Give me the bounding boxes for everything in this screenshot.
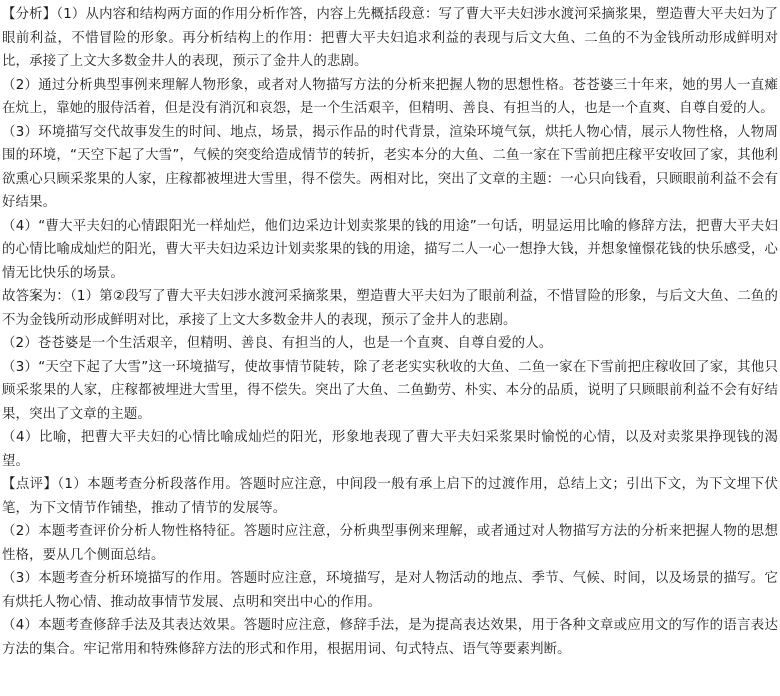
comment-paragraph-4: （4）本题考查修辞手法及其表达效果。答题时应注意，修辞手法，是为提高表达效果，用于各种文章或应用文的写作的语言表达方法的集合。牢记常用和特殊修辞方法的形式和作用，根据用词、句式特点、语气等要素判断。 [2, 618, 778, 657]
comment-section [2, 473, 778, 661]
answer-section [2, 285, 778, 473]
comment-paragraph-1: 【点评】（1）本题考查分析段落作用。答题时应注意，中间段一般有承上启下的过渡作用，总结上文；引出下文，为下文埋下伏笔，为下文情节作铺垫，推动了情节的发展等。 [2, 477, 778, 516]
answer-paragraph-4: （4）比喻，把曹大平夫妇的心情比喻成灿烂的阳光，形象地表现了曹大平夫妇采浆果时愉悦的心情，以及对卖浆果挣现钱的渴望。 [2, 430, 778, 469]
analysis-paragraph-4: （4）“曹大平夫妇的心情跟阳光一样灿烂，他们边采边计划卖浆果的钱的用途”一句话，明显运用比喻的修辞方法，把曹大平夫妇的心情比喻成灿烂的阳光，曹大平夫妇边采边计划卖浆果的钱的用途，描写二人一心一想挣大钱，并想象憧憬花钱的快乐感受，心情无比快乐的场景。 [2, 218, 778, 281]
analysis-paragraph-1: 【分析】（1）从内容和结构两方面的作用分析作答，内容上先概括段意：写了曹大平夫妇涉水渡河采摘浆果，塑造曹大平夫妇为了眼前利益，不惜冒险的形象。再分析结构上的作用：把曹大平夫妇追求利益的表现与后文大鱼、二鱼的不为金钱所动形成鲜明对比，承接了上文大多数金井人的表现，预示了金井人的悲剧。 [2, 7, 778, 69]
answer-paragraph-3: （3）“天空下起了大雪”这一环境描写，使故事情节陡转，除了老老实实秋收的大鱼、二鱼一家在下雪前把庄稼收回了家，其他只顾采浆果的人家，庄稼都被埋进大雪里，得不偿失。突出了大鱼、二鱼勤劳、朴实、本分的品质，说明了只顾眼前利益不会有好结果，突出了文章的主题。 [2, 359, 778, 422]
explanation-document [2, 3, 778, 661]
answer-paragraph-2: （2）苍苍婆是一个生活艰辛，但精明、善良、有担当的人，也是一个直爽、自尊自爱的人。 [2, 336, 553, 351]
comment-paragraph-3: （3）本题考查分析环境描写的作用。答题时应注意，环境描写，是对人物活动的地点、季节、气候、时间，以及场景的描写。它有烘托人物心情、推动故事情节发展、点明和突出中心的作用。 [2, 571, 778, 610]
comment-paragraph-2: （2）本题考查评价分析人物性格特征。答题时应注意，分析典型事例来理解，或者通过对人物描写方法的分析来把握人物的思想性格，要从几个侧面总结。 [2, 524, 778, 563]
analysis-section [2, 3, 778, 285]
answer-paragraph-1: 故答案为：（1）第②段写了曹大平夫妇涉水渡河采摘浆果，塑造曹大平夫妇为了眼前利益，不惜冒险的形象，与后文大鱼、二鱼的不为金钱所动形成鲜明对比，承接了上文大多数金井人的表现，预示了金井人的悲剧。 [2, 289, 778, 328]
analysis-paragraph-2: （2）通过分析典型事例来理解人物形象，或者对人物描写方法的分析来把握人物的思想性格。苍苍婆三十年来，她的男人一直瘫在炕上，靠她的服侍活着，但是没有消沉和哀怨，是一个生活艰辛，但精明、善良、有担当的人，也是一个直爽、自尊自爱的人。 [2, 77, 778, 116]
analysis-paragraph-3: （3）环境描写交代故事发生的时间、地点，场景，揭示作品的时代背景，渲染环境气氛，烘托人物心情，展示人物性格，人物周围的环境，“天空下起了大雪”，气候的突变给造成情节的转折，老实本分的大鱼、二鱼一家在下雪前把庄稼平安收回了家，其他利欲熏心只顾采浆果的人家，庄稼都被埋进大雪里，得不偿失。两相对比，突出了文章的主题：一心只向钱看，只顾眼前利益不会有好结果。 [2, 124, 778, 210]
